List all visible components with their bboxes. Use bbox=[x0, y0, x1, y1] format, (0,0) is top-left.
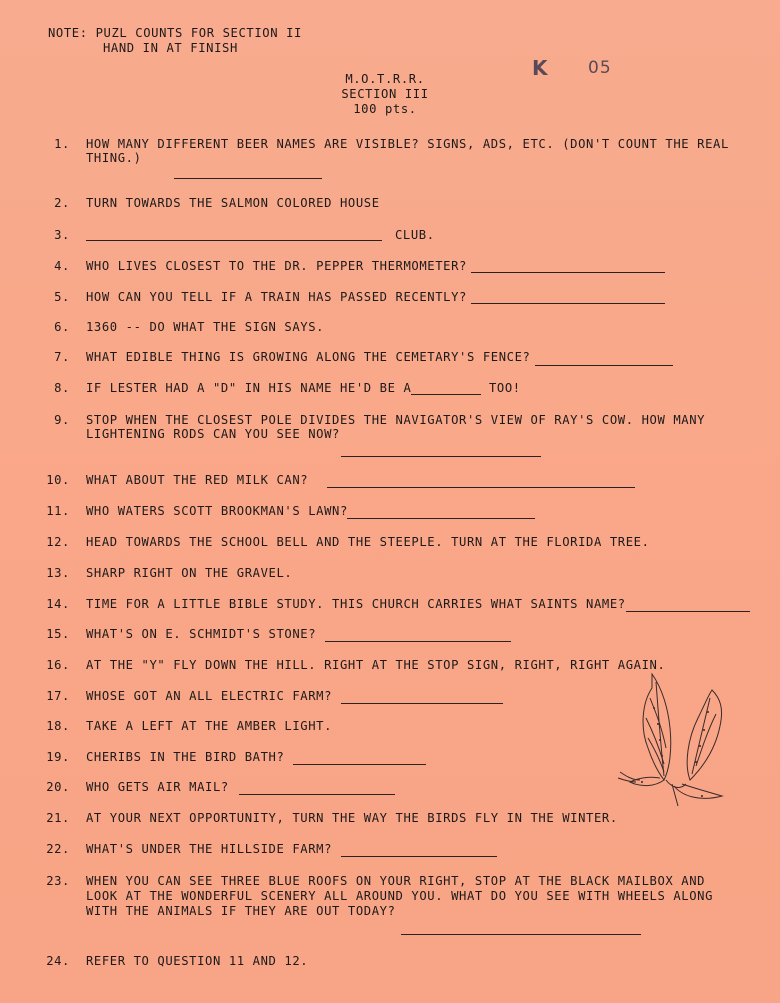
question-text: CLUB. bbox=[395, 228, 435, 242]
question-number: 23. bbox=[46, 874, 70, 888]
question-number: 5. bbox=[54, 290, 70, 304]
answer-line[interactable] bbox=[401, 934, 641, 935]
question-number: 11. bbox=[46, 504, 70, 518]
stamp-letter: K bbox=[532, 56, 549, 80]
answer-line[interactable] bbox=[411, 394, 481, 395]
question-text: WHO GETS AIR MAIL? bbox=[86, 780, 229, 794]
question-number: 14. bbox=[46, 597, 70, 611]
question-text: TIME FOR A LITTLE BIBLE STUDY. THIS CHURCH CARRIES WHAT SAINTS NAME? bbox=[86, 597, 626, 611]
question-text: AT YOUR NEXT OPPORTUNITY, TURN THE WAY THE BIRDS FLY IN THE WINTER. bbox=[86, 811, 618, 825]
answer-line[interactable] bbox=[293, 764, 426, 765]
question-number: 4. bbox=[54, 259, 70, 273]
note-line-2: HAND IN AT FINISH bbox=[103, 41, 238, 55]
question-number: 13. bbox=[46, 566, 70, 580]
stamp-number: 05 bbox=[588, 58, 612, 78]
answer-line[interactable] bbox=[86, 240, 382, 241]
section-label: SECTION III bbox=[341, 87, 429, 101]
answer-line[interactable] bbox=[327, 487, 635, 488]
question-number: 6. bbox=[54, 320, 70, 334]
answer-line[interactable] bbox=[174, 178, 322, 179]
question-text: AT THE "Y" FLY DOWN THE HILL. RIGHT AT THE STOP SIGN, RIGHT, RIGHT AGAIN. bbox=[86, 658, 666, 672]
question-text: CHERIBS IN THE BIRD BATH? bbox=[86, 750, 285, 764]
question-number: 22. bbox=[46, 842, 70, 856]
question-text: WHO WATERS SCOTT BROOKMAN'S LAWN? bbox=[86, 504, 348, 518]
answer-line[interactable] bbox=[341, 856, 497, 857]
question-text: REFER TO QUESTION 11 AND 12. bbox=[86, 954, 309, 968]
answer-line[interactable] bbox=[471, 272, 665, 273]
question-number: 19. bbox=[46, 750, 70, 764]
question-number: 12. bbox=[46, 535, 70, 549]
question-text: WHAT'S UNDER THE HILLSIDE FARM? bbox=[86, 842, 333, 856]
butterfly-illustration bbox=[612, 668, 734, 808]
question-number: 7. bbox=[54, 350, 70, 364]
question-text: LIGHTENING RODS CAN YOU SEE NOW? bbox=[86, 427, 340, 441]
question-text: WHEN YOU CAN SEE THREE BLUE ROOFS ON YOUR RIGHT, STOP AT THE BLACK MAILBOX AND bbox=[86, 874, 706, 888]
page-title: M.O.T.R.R. bbox=[345, 72, 425, 86]
question-text: HOW MANY DIFFERENT BEER NAMES ARE VISIBLE? SIGNS, ADS, ETC. (DON'T COUNT THE REAL bbox=[86, 137, 729, 151]
answer-line[interactable] bbox=[341, 703, 503, 704]
question-number: 16. bbox=[46, 658, 70, 672]
answer-line[interactable] bbox=[341, 456, 541, 457]
question-number: 20. bbox=[46, 780, 70, 794]
question-text: WITH THE ANIMALS IF THEY ARE OUT TODAY? bbox=[86, 904, 396, 918]
question-text: IF LESTER HAD A "D" IN HIS NAME HE'D BE A bbox=[86, 381, 412, 395]
question-number: 15. bbox=[46, 627, 70, 641]
question-number: 10. bbox=[46, 473, 70, 487]
answer-line[interactable] bbox=[347, 518, 535, 519]
note-line-1: NOTE: PUZL COUNTS FOR SECTION II bbox=[48, 26, 302, 40]
answer-line[interactable] bbox=[471, 303, 665, 304]
question-text: WHO LIVES CLOSEST TO THE DR. PEPPER THERMOMETER? bbox=[86, 259, 467, 273]
question-number: 21. bbox=[46, 811, 70, 825]
question-number: 1. bbox=[54, 137, 70, 151]
question-number: 24. bbox=[46, 954, 70, 968]
question-text: TURN TOWARDS THE SALMON COLORED HOUSE bbox=[86, 196, 380, 210]
question-text: STOP WHEN THE CLOSEST POLE DIVIDES THE NAVIGATOR'S VIEW OF RAY'S COW. HOW MANY bbox=[86, 413, 706, 427]
question-text: HEAD TOWARDS THE SCHOOL BELL AND THE STEEPLE. TURN AT THE FLORIDA TREE. bbox=[86, 535, 650, 549]
points-label: 100 pts. bbox=[353, 102, 417, 116]
question-text: SHARP RIGHT ON THE GRAVEL. bbox=[86, 566, 293, 580]
question-text: THING.) bbox=[86, 151, 142, 165]
question-number: 9. bbox=[54, 413, 70, 427]
question-text: 1360 -- DO WHAT THE SIGN SAYS. bbox=[86, 320, 325, 334]
question-number: 2. bbox=[54, 196, 70, 210]
answer-line[interactable] bbox=[626, 611, 750, 612]
question-text: WHOSE GOT AN ALL ELECTRIC FARM? bbox=[86, 689, 333, 703]
question-text: TOO! bbox=[489, 381, 521, 395]
question-number: 17. bbox=[46, 689, 70, 703]
question-number: 8. bbox=[54, 381, 70, 395]
question-text: LOOK AT THE WONDERFUL SCENERY ALL AROUND YOU. WHAT DO YOU SEE WITH WHEELS ALONG bbox=[86, 889, 714, 903]
question-text: WHAT ABOUT THE RED MILK CAN? bbox=[86, 473, 309, 487]
question-number: 18. bbox=[46, 719, 70, 733]
question-text: HOW CAN YOU TELL IF A TRAIN HAS PASSED RECENTLY? bbox=[86, 290, 467, 304]
answer-line[interactable] bbox=[325, 641, 511, 642]
question-text: TAKE A LEFT AT THE AMBER LIGHT. bbox=[86, 719, 333, 733]
question-text: WHAT'S ON E. SCHMIDT'S STONE? bbox=[86, 627, 317, 641]
question-text: WHAT EDIBLE THING IS GROWING ALONG THE CEMETARY'S FENCE? bbox=[86, 350, 531, 364]
question-number: 3. bbox=[54, 228, 70, 242]
answer-line[interactable] bbox=[239, 794, 395, 795]
answer-line[interactable] bbox=[535, 365, 673, 366]
